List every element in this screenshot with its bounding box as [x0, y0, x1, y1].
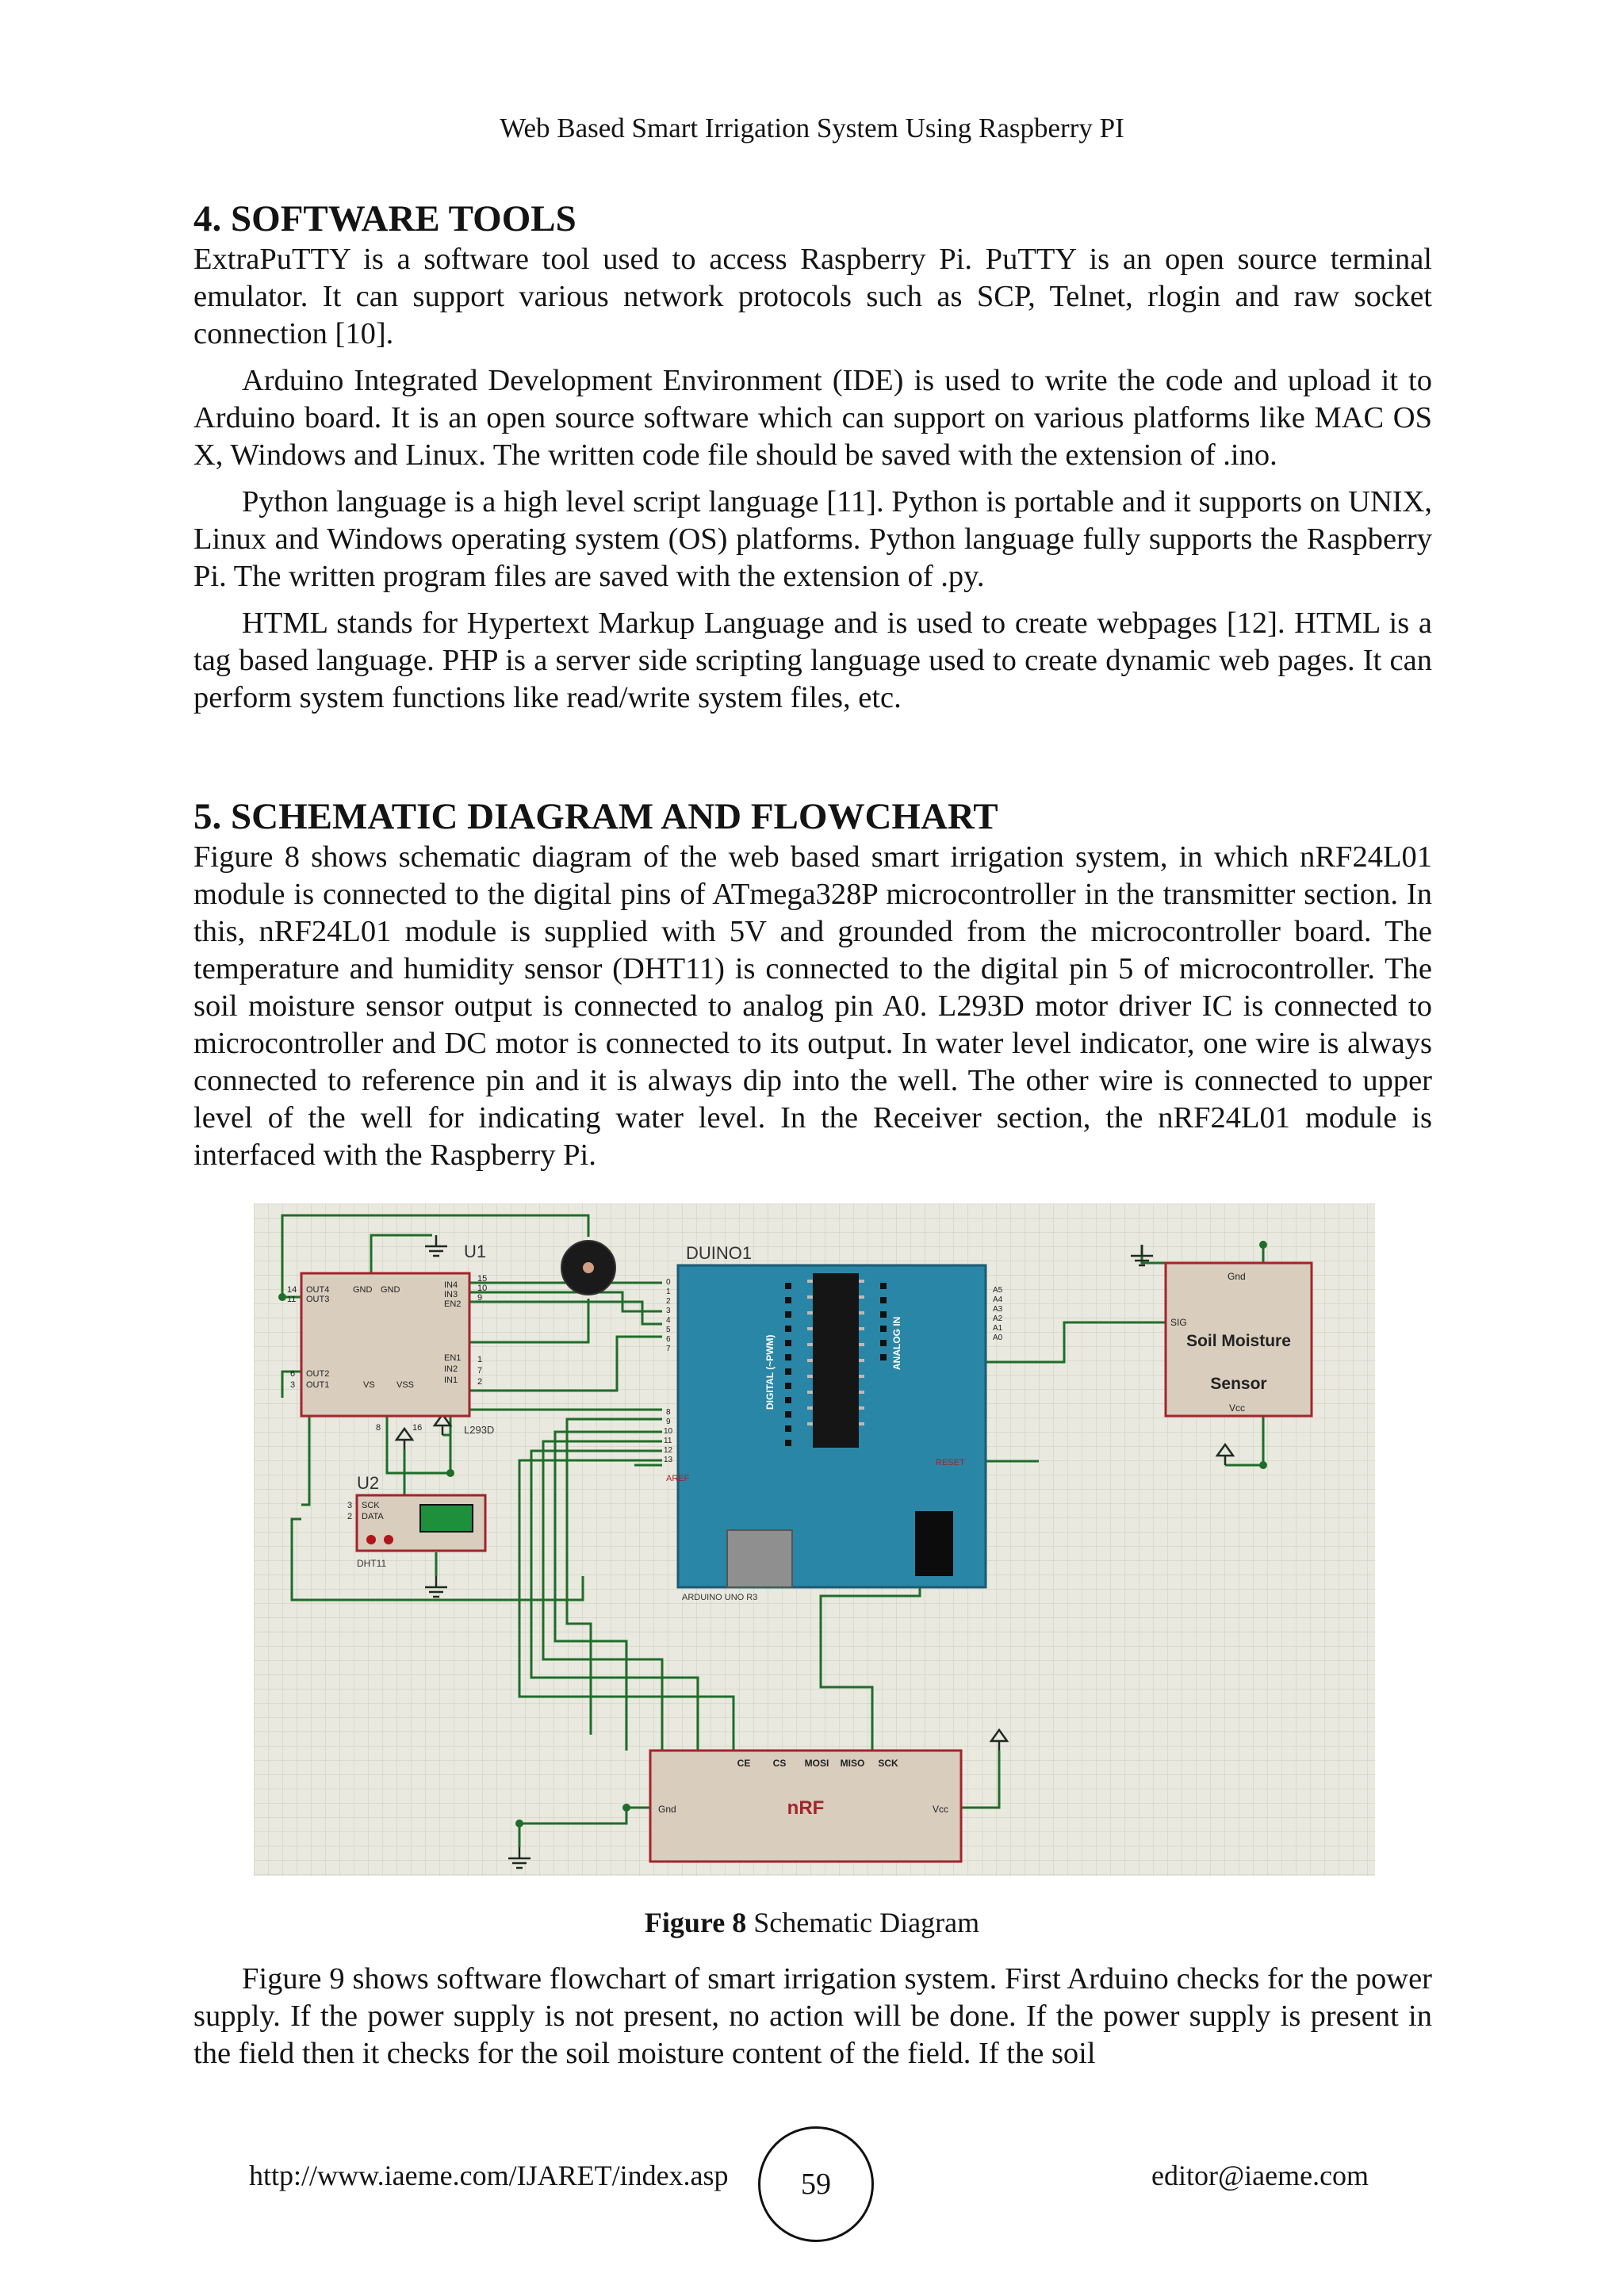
- pin-number: 1: [477, 1355, 483, 1364]
- pin-label: IN3: [444, 1290, 458, 1299]
- pin-label: SCK: [362, 1501, 380, 1510]
- pin-number: 7: [666, 1345, 671, 1353]
- pin-number: 6: [290, 1369, 296, 1379]
- pin-label: VSS: [396, 1380, 415, 1390]
- pin-label: EN2: [444, 1299, 462, 1309]
- pin-label: A1: [993, 1324, 1003, 1333]
- section-heading: 5. SCHEMATIC DIAGRAM AND FLOWCHART: [193, 796, 998, 837]
- pin-label: IN1: [444, 1376, 458, 1385]
- caption-label: Figure 8: [644, 1907, 747, 1938]
- pin-label: A3: [993, 1305, 1003, 1314]
- paragraph: ExtraPuTTY is a software tool used to access Raspberry Pi. PuTTY is an open source terminal emulator. It can support various network protocols such as SCP, Telnet, rlogin and raw socket connection [10].: [193, 243, 1432, 350]
- pin-label: SCK: [878, 1758, 898, 1769]
- pin-label: Vcc: [933, 1804, 949, 1815]
- part-title: Soil Moisture: [1186, 1332, 1291, 1350]
- soil-moisture-sensor: [1166, 1263, 1312, 1416]
- board-label: ANALOG IN: [891, 1316, 902, 1370]
- pin-label: Gnd: [658, 1804, 676, 1815]
- board-label: DIGITAL (~PWM): [764, 1334, 776, 1410]
- pin-label: MISO: [840, 1758, 865, 1769]
- pin-label: CE: [737, 1758, 751, 1769]
- pin-label: IN4: [444, 1280, 458, 1290]
- pin-label: A5: [993, 1286, 1003, 1295]
- pin-number: 13: [664, 1456, 673, 1464]
- paragraph: Figure 8 shows schematic diagram of the web based smart irrigation system, in which nRF24L01 module is connected to the digital pins of ATmega328P microcontroller in the transmitter section. In this, nRF24L01 module is supplied with 5V and grounded from the microcontroller board. The temperature and humidity sensor (DHT11) is connected to the digital pin 5 of microcontroller. The soil moisture sensor output is connected to analog pin A0. L293D motor driver IC is connected to microcontroller and DC motor is connected to its output. In water level indicator, one wire is always connected to reference pin and it is always dip into the well. The other wire is connected to upper level of the well for indicating water level. In the Receiver section, the nRF24L01 module is interfaced with the Raspberry Pi.: [193, 840, 1432, 1172]
- pin-label: OUT2: [306, 1369, 330, 1379]
- part-label: ARDUINO UNO R3: [682, 1593, 758, 1602]
- pin-number: 10: [664, 1427, 673, 1436]
- pin-label: DATA: [362, 1512, 384, 1521]
- pin-number: 8: [666, 1408, 671, 1417]
- pin-label: A0: [993, 1334, 1003, 1342]
- figure-caption: [0, 1906, 1624, 1939]
- pin-number: 3: [290, 1380, 296, 1390]
- part-label: L293D: [464, 1424, 495, 1436]
- pin-label: EN1: [444, 1353, 462, 1363]
- pin-number: 0: [666, 1278, 671, 1287]
- pin-label: Vcc: [1229, 1402, 1246, 1414]
- pin-number: 16: [412, 1423, 423, 1433]
- pin-number: 5: [666, 1326, 671, 1334]
- pin-number: 3: [347, 1501, 353, 1510]
- footer-url[interactable]: http://www.iaeme.com/IJARET/index.asp: [249, 2160, 729, 2191]
- pin-number: 10: [477, 1284, 488, 1293]
- pin-label: IN2: [444, 1364, 458, 1374]
- pin-number: 2: [347, 1512, 353, 1521]
- pin-label: OUT3: [306, 1295, 330, 1304]
- pin-number: 3: [666, 1307, 671, 1315]
- part-label: DHT11: [357, 1558, 387, 1569]
- pin-label: SIG: [1170, 1317, 1187, 1328]
- pin-label: RESET: [936, 1458, 965, 1468]
- pin-label: OUT4: [306, 1285, 330, 1295]
- pin-number: 9: [666, 1418, 671, 1426]
- pin-label: CS: [772, 1758, 787, 1769]
- paragraph: Python language is a high level script language [11]. Python is portable and it supports on UNIX, Linux and Windows operating system (OS) platforms. Python language fully supports the Raspberry Pi. The written program files are saved with the extension of .py.: [193, 485, 1432, 593]
- pin-number: 8: [376, 1423, 381, 1433]
- pin-label: GND: [353, 1285, 373, 1295]
- part-title: nRF: [787, 1797, 825, 1819]
- pin-label: OUT1: [306, 1380, 330, 1390]
- page-number: [758, 2126, 874, 2242]
- section-heading: 4. SOFTWARE TOOLS: [193, 198, 576, 239]
- part-ref: DUINO1: [686, 1243, 753, 1263]
- part-title: Sensor: [1210, 1375, 1267, 1393]
- paragraph: Figure 9 shows software flowchart of smart irrigation system. First Arduino checks for the power supply. If the power supply is not present, no action will be done. If the power supply is present in the field then it checks for the soil moisture content of the field. If the soil: [193, 1962, 1432, 2070]
- arduino-board: [664, 1243, 1003, 1602]
- schematic-diagram: [254, 1203, 1375, 1876]
- nrf-module: [650, 1751, 961, 1862]
- part-ref: U1: [464, 1242, 487, 1261]
- pin-number: 1: [666, 1288, 671, 1296]
- pin-label: AREF: [666, 1474, 690, 1483]
- caption-text: Schematic Diagram: [746, 1907, 980, 1938]
- page-number-text: 59: [801, 2168, 831, 2201]
- pin-number: 11: [664, 1437, 672, 1445]
- paragraph: Arduino Integrated Development Environment (IDE) is used to write the code and upload it to Arduino board. It is an open source software which can support on various platforms like MAC OS X, Windows and Linux. The written code file should be saved with the extension of .ino.: [193, 364, 1432, 472]
- pin-number: 11: [287, 1295, 297, 1304]
- paragraph: HTML stands for Hypertext Markup Language and is used to create webpages [12]. HTML is a tag based language. PHP is a server side scripting language used to create dynamic web pages. It can perform system functions like read/write system files, etc.: [193, 607, 1432, 714]
- part-ref: U2: [357, 1473, 380, 1493]
- pin-number: 2: [477, 1377, 483, 1387]
- pin-label: MOSI: [804, 1758, 829, 1769]
- pin-number: 7: [477, 1366, 483, 1376]
- pin-number: 6: [666, 1335, 671, 1344]
- pin-number: 12: [664, 1446, 673, 1455]
- pin-number: 4: [666, 1316, 671, 1325]
- pin-label: GND: [381, 1285, 400, 1295]
- pin-label: Gnd: [1228, 1271, 1246, 1282]
- dc-motor: [561, 1241, 615, 1295]
- pin-number: 14: [287, 1285, 297, 1295]
- pin-label: VS: [363, 1380, 375, 1390]
- pin-number: 15: [477, 1274, 488, 1284]
- pin-number: 9: [477, 1293, 483, 1303]
- pin-label: A4: [993, 1295, 1003, 1304]
- pin-number: 2: [666, 1297, 671, 1306]
- section-flowchart-text: [193, 1961, 1432, 2072]
- running-head: Web Based Smart Irrigation System Using Raspberry PI: [500, 113, 1124, 144]
- section-software-tools: [193, 197, 1432, 717]
- footer-email[interactable]: editor@iaeme.com: [1151, 2160, 1369, 2191]
- section-schematic: [193, 794, 1432, 1174]
- pin-label: A2: [993, 1314, 1003, 1323]
